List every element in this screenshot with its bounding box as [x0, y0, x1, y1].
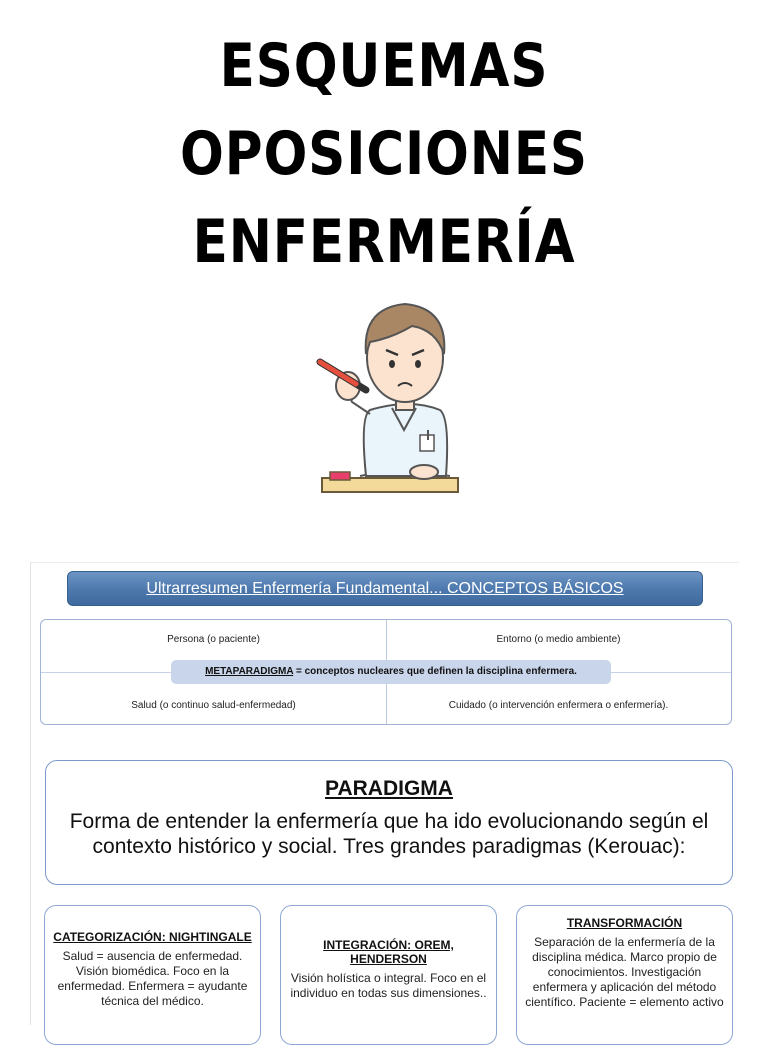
paradigma-title: PARADIGMA — [325, 777, 453, 800]
column-text: Visión holística o integral. Foco en el individuo en todas sus dimensiones.. — [290, 971, 487, 1000]
concept-entorno: Entorno (o medio ambiente) — [496, 634, 621, 645]
cover-title-line-3: ENFERMERÍA — [192, 207, 576, 277]
column-heading: INTEGRACIÓN: OREM, HENDERSON — [323, 938, 454, 966]
cover-title-line-2: OPOSICIONES — [180, 119, 588, 189]
paradigma-text: Forma de entender la enfermería que ha ido evolucionando según el contexto histórico y social. Tres grandes paradigmas (Kerouac): — [69, 810, 709, 858]
metaparadigma-box — [40, 619, 732, 725]
concept-cuidado: Cuidado (o intervención enfermera o enfermería). — [448, 700, 669, 711]
column-heading: TRANSFORMACIÓN — [566, 916, 683, 930]
nurse-writing-icon — [300, 290, 470, 500]
paradigm-column-integracion — [280, 905, 497, 1045]
sheet-banner-title: Ultrarresumen Enfermería Fundamental... CONCEPTOS BÁSICOS — [67, 571, 703, 606]
metaparadigma-definition-text: = conceptos nucleares que definen la disciplina enfermera. — [293, 666, 577, 677]
paradigma-box — [45, 760, 733, 885]
cover-title-line-1: ESQUEMAS — [219, 31, 549, 101]
paradigm-column-categorizacion — [44, 905, 261, 1045]
metaparadigma-term: METAPARADIGMA — [205, 666, 294, 677]
column-text: Salud = ausencia de enfermedad. Visión biomédica. Foco en la enfermedad. Enfermera = ayudante técnica del médico. — [57, 949, 248, 1008]
summary-sheet — [30, 562, 739, 1025]
column-heading: CATEGORIZACIÓN: NIGHTINGALE — [53, 930, 252, 944]
column-text: Separación de la enfermería de la disciplina médica. Marco propio de conocimientos. Investigación enfermera y aplicación del método científico. Paciente = elemento activo — [525, 935, 724, 1009]
concept-persona: Persona (o paciente) — [167, 634, 260, 645]
metaparadigma-definition — [171, 660, 611, 684]
concept-salud: Salud (o continuo salud-enfermedad) — [131, 700, 296, 711]
paradigm-column-transformacion — [516, 905, 733, 1045]
